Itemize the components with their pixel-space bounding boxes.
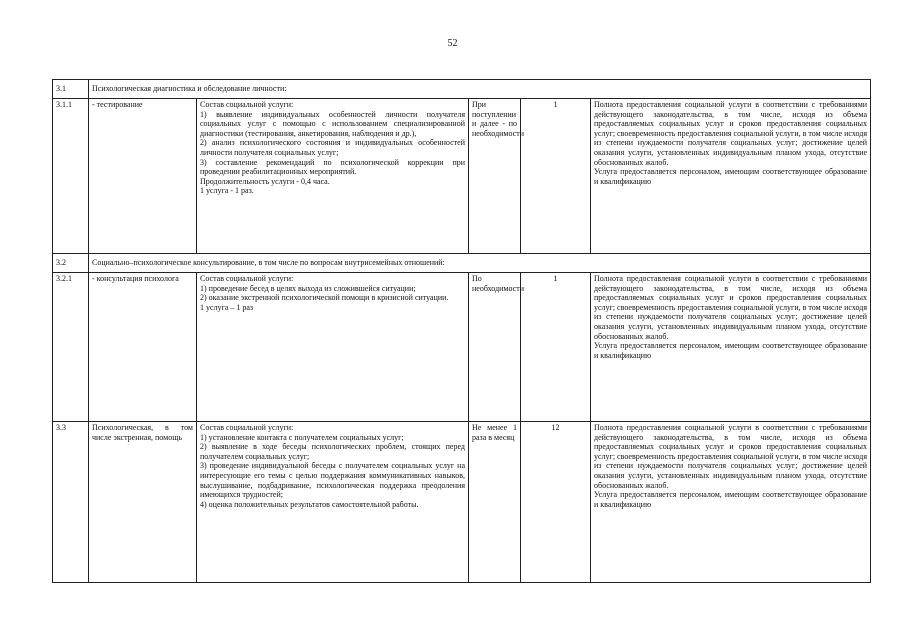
section-row [53,254,871,273]
service-number: 3.1.1 [53,99,89,254]
service-content: Состав социальной услуги: 1) выявление индивидуальных особенностей личности получателя социальных услуг с помощью с использованием специализированной диагностики (тестирования, анкетирования, наблюдения и др.), 2) анализ психологического состояния и индивидуальных особенностей личности получателя социальных услуг; 3) составление рекомендаций по психологической коррекции при проведении реабилитационных мероприятий. Продолжительность услуги - 0,4 часа. 1 услуга - 1 раз. [197,99,469,254]
section-title: Психологическая диагностика и обследование личности: [89,80,871,99]
service-frequency: При поступлении и далее - по необходимости [469,99,521,254]
table-row [53,422,871,583]
service-content: Состав социальной услуги: 1) установление контакта с получателем социальных услуг; 2) выявление в ходе беседы психологических проблем, стоящих перед получателем социальных услуг; 3) проведение индивидуальной беседы с получателем социальных услуг на интересующие его темы с целью поддержания коммуникативных навыков, выслушивание, подбадривание, психологическая поддержка преодоления имеющихся трудностей; 4) оценка положительных результатов самостоятельной работы. [197,422,469,583]
section-row [53,80,871,99]
service-count: 12 [521,422,591,583]
service-name: Психологическая, в том числе экстренная, помощь [89,422,197,583]
service-count: 1 [521,273,591,422]
service-name: - консультация психолога [89,273,197,422]
section-number: 3.2 [53,254,89,273]
service-name: - тестирование [89,99,197,254]
service-frequency: По необходимости [469,273,521,422]
table-row [53,99,871,254]
page-number: 52 [447,38,458,49]
service-quality: Полнота предоставления социальной услуги в соответствии с требованиями действующего законодательства, в том числе, исходя из объема предоставляемых социальных услуг и сроков предоставления социальных услуг; своевременность предоставления социальной услуги, в том числе исходя из степени нуждаемости получателя социальных услуг; достижение целей оказания услуги, установленных индивидуальным планом ухода, отсутствие обоснованных жалоб. Услуга предоставляется персоналом, имеющим соответствующее образование и квалификацию [591,273,871,422]
table-row [53,273,871,422]
service-number: 3.3 [53,422,89,583]
section-number: 3.1 [53,80,89,99]
services-table [52,79,871,583]
service-count: 1 [521,99,591,254]
service-number: 3.2.1 [53,273,89,422]
service-frequency: Не менее 1 раза в месяц [469,422,521,583]
service-quality: Полнота предоставления социальной услуги в соответствии с требованиями действующего законодательства, в том числе, исходя из объема предоставляемых социальных услуг и сроков предоставления социальных услуг; своевременность предоставления социальной услуги, в том числе исходя из степени нуждаемости получателя социальных услуг; достижение целей оказания услуги, установленных индивидуальным планом ухода, отсутствие обоснованных жалоб. Услуга предоставляется персоналом, имеющим соответствующее образование и квалификацию [591,99,871,254]
service-quality: Полнота предоставления социальной услуги в соответствии с требованиями действующего законодательства, в том числе, исходя из объема предоставляемых социальных услуг и сроков предоставления социальных услуг; своевременность предоставления социальной услуги, в том числе исходя из степени нуждаемости получателя социальных услуг; достижение целей оказания услуги, установленных индивидуальным планом ухода, отсутствие обоснованных жалоб. Услуга предоставляется персоналом, имеющим соответствующее образование и квалификацию [591,422,871,583]
service-content: Состав социальной услуги: 1) проведение бесед в целях выхода из сложившейся ситуации; 2) оказание экстренной психологической помощи в кризисной ситуации. 1 услуга – 1 раз [197,273,469,422]
section-title: Социально–психологическое консультирование, в том числе по вопросам внутрисемейных отношений: [89,254,871,273]
